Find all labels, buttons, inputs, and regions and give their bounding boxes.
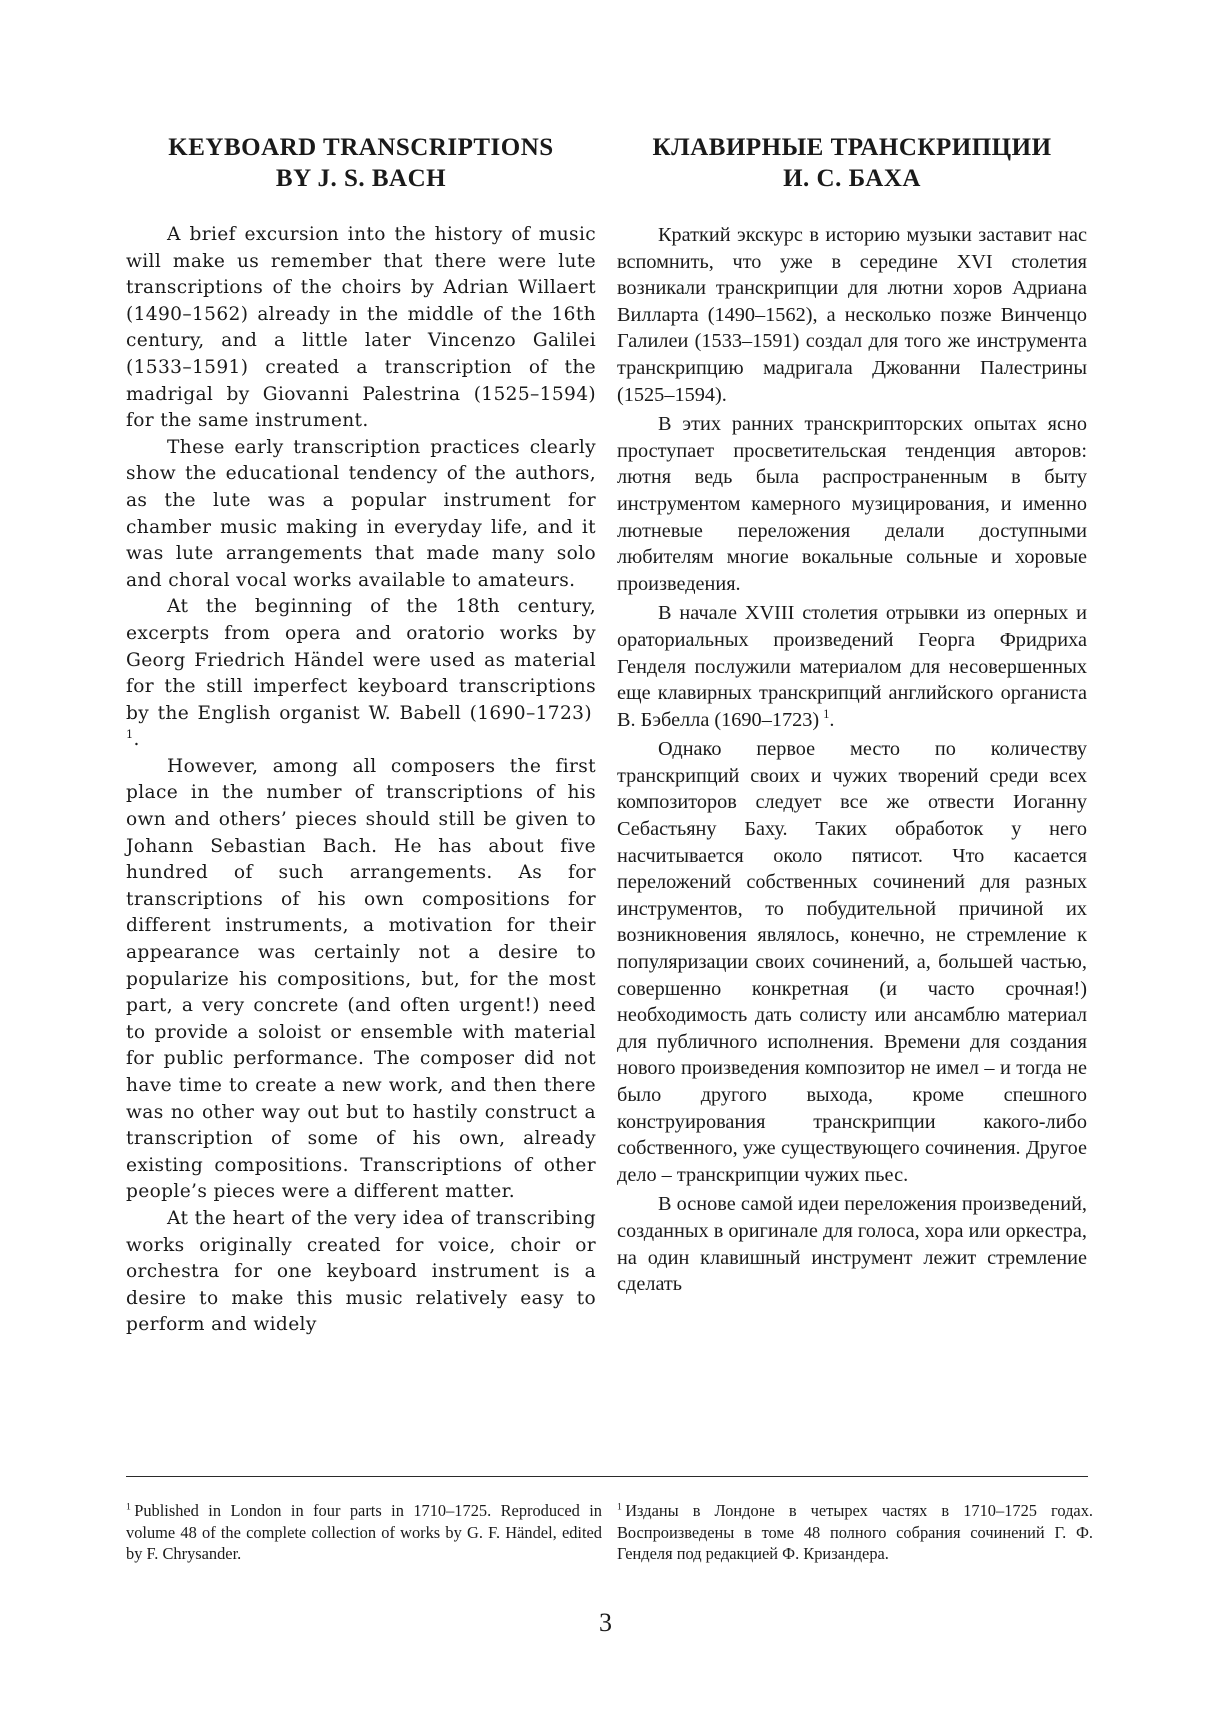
english-title — [126, 132, 596, 194]
russian-title — [617, 132, 1087, 194]
russian-paragraph-4: Однако первое место по количеству транскрипций своих и чужих творений среди всех композиторов следует все же отвести Иоганну Себастьяну Баху. Таких обработок у него насчитывается около пятисот. Что касается переложений собственных сочинений для разных инструментов, то побудительной причиной их возникновения являлось, конечно, не стремление к популяризации своих сочинений, а, большей частью, совершенно конкретная (и часто срочная!) необходимость дать солисту или ансамблю материал для публичного исполнения. Времени для создания нового произведения композитор не имел – и тогда не было другого выхода, кроме спешного конструирования транскрипции какого-либо собственного, уже существующего сочинения. Другое дело – транскрипции чужих пьес. — [617, 738, 1087, 1186]
english-title-line-2: BY J. S. BACH — [275, 165, 447, 192]
english-footnote — [126, 1500, 602, 1565]
russian-footnote — [617, 1500, 1093, 1565]
russian-title-line-2: И. С. БАХА — [783, 165, 921, 192]
english-paragraph-3-text: At the beginning of the 18th century, excerpts from opera and oratorio works by Georg Friedrich Händel were used as material for the still imperfect keyboard transcriptions by the English organist W. Babell (1690–1723) — [126, 596, 596, 724]
english-paragraph-3: At the beginning of the 18th century, excerpts from opera and oratorio works by Georg Friedrich Händel were used as material for the still imperfect keyboard transcriptions by the English organist W. Babell (1690–1723) $^1$. — [126, 596, 596, 751]
russian-title-line-1: КЛАВИРНЫЕ ТРАНСКРИПЦИИ — [652, 134, 1052, 161]
footnote-marker: 1 — [126, 1501, 131, 1513]
english-body — [126, 222, 596, 1339]
english-title-line-1: KEYBOARD TRANSCRIPTIONS — [168, 134, 554, 161]
russian-footnote-text: Изданы в Лондоне в четырех частях в 1710–1725 годах. Воспроизведены в томе 48 полного собрания сочинений Г. Ф. Генделя под редакцией Ф. Кризандера. — [617, 1501, 1093, 1563]
english-paragraph-4: However, among all composers the first place in the number of transcriptions of his own and others’ pieces should still be given to Johann Sebastian Bach. He has about five hundred of such arrangements. As for transcriptions of his own compositions for different instruments, a motivation for their appearance was certainly not a desire to popularize his compositions, but, for the most part, a very concrete (and often urgent!) need to provide a soloist or ensemble with material for public performance. The composer did not have time to create a new work, and then there was no other way out but to hastily construct a transcription of some of his own, already existing compositions. Transcriptions of other people’s pieces were a different matter. — [126, 755, 596, 1203]
footnote-marker: 1 — [617, 1501, 622, 1513]
russian-paragraph-5: В основе самой идеи переложения произведений, созданных в оригинале для голоса, хора или оркестра, на один клавишный инструмент лежит стремление сделать — [617, 1193, 1087, 1296]
russian-paragraph-3-text: В начале XVIII столетия отрывки из оперных и ораториальных произведений Георга Фридриха Генделя послужили материалом для несовершенных еще клавирных транскрипций английского органиста В. Бэбелла (1690–1723) — [617, 602, 1087, 731]
page-number: 3 — [599, 1608, 612, 1637]
russian-paragraph-1: Краткий экскурс в историю музыки заставит нас вспомнить, что уже в середине XVI столетия возникали транскрипции для лютни хоров Адриана Вилларта (1490–1562), а несколько позже Винченцо Галилеи (1533–1591) создал для того же инструмента транскрипцию мадригала Джованни Палестрины (1525–1594). — [617, 224, 1087, 406]
english-footnote-text: Published in London in four parts in 1710–1725. Reproduced in volume 48 of the complete collection of works by G. F. Händel, edited by F. Chrysander. — [126, 1501, 602, 1563]
footnote-reference: 1 — [126, 728, 134, 742]
russian-paragraph-3: В начале XVIII столетия отрывки из оперных и ораториальных произведений Георга Фридриха Генделя послужили материалом для несовершенных еще клавирных транскрипций английского органиста В. Бэбелла (1690–1723) $^1$. — [617, 602, 1087, 731]
russian-column — [617, 132, 1087, 1298]
english-column — [126, 132, 596, 1339]
english-paragraph-5: At the heart of the very idea of transcribing works originally created for voice, choir or orchestra for one keyboard instrument is a desire to make this music relatively easy to perform and widely — [126, 1207, 596, 1336]
footnote-reference: 1 — [823, 706, 830, 721]
russian-body — [617, 222, 1087, 1298]
english-paragraph-2: These early transcription practices clearly show the educational tendency of the authors, as the lute was a popular instrument for chamber music making in everyday life, and it was lute arrangements that made many solo and choral vocal works available to amateurs. — [126, 436, 596, 591]
russian-paragraph-2: В этих ранних транскрипторских опытах ясно проступает просветительская тенденция авторов: лютня ведь была распространенным в быту инструментом камерного музицирования, и именно лютневые переложения делали доступными любителям многие вокальные сольные и хоровые произведения. — [617, 413, 1087, 595]
footnote-divider — [126, 1476, 1088, 1477]
english-paragraph-1: A brief excursion into the history of music will make us remember that there were lute transcriptions of the choirs by Adrian Willaert (1490–1562) already in the middle of the 16th century, and a little later Vincenzo Galilei (1533–1591) created a transcription of the madrigal by Giovanni Palestrina (1525–1594) for the same instrument. — [126, 224, 596, 432]
